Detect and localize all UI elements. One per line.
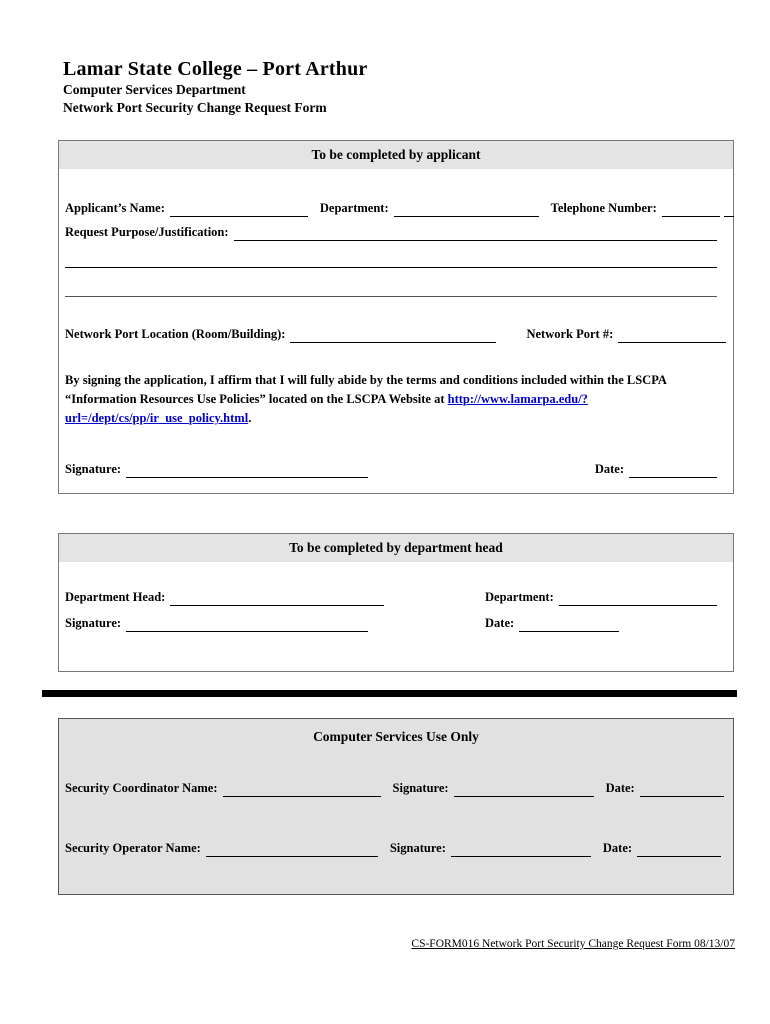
operator-signature-field[interactable] xyxy=(451,841,591,857)
port-number-field[interactable] xyxy=(618,327,726,343)
telephone-field-extra[interactable] xyxy=(724,201,734,217)
request-purpose-row xyxy=(59,225,733,241)
applicant-signature-field[interactable] xyxy=(126,462,368,478)
department-field[interactable] xyxy=(394,201,539,217)
signature-label: Signature: xyxy=(65,462,122,476)
applicant-signature-row xyxy=(59,462,733,478)
applicant-date-field[interactable] xyxy=(629,462,717,478)
dept-signature-label: Signature: xyxy=(65,616,122,630)
dept-head-section xyxy=(58,533,734,672)
policy-link[interactable]: http://www.lamarpa.edu/?url=/dept/cs/pp/ir_use_policy.html xyxy=(65,392,588,425)
request-purpose-field[interactable] xyxy=(234,225,717,241)
operator-signature-label: Signature: xyxy=(389,841,446,855)
department-head-label: Department Head: xyxy=(65,590,166,604)
cs-use-section-header: Computer Services Use Only xyxy=(313,729,479,744)
port-location-row xyxy=(59,327,733,343)
port-location-label: Network Port Location (Room/Building): xyxy=(65,327,286,341)
operator-name-field[interactable] xyxy=(206,841,378,857)
coordinator-date-label: Date: xyxy=(605,781,635,795)
affirmation-text: By signing the application, I affirm that I will fully abide by the terms and conditions included within the LSCPA “Information Resources Use Policies” located on the LSCPA Website at xyxy=(65,373,667,406)
applicant-name-label: Applicant’s Name: xyxy=(65,201,165,215)
department-label: Department: xyxy=(319,201,389,215)
dept-signature-row xyxy=(59,616,733,632)
operator-date-field[interactable] xyxy=(637,841,721,857)
applicant-section-header: To be completed by applicant xyxy=(59,141,733,169)
affirmation-period: . xyxy=(248,411,252,425)
applicant-name-field[interactable] xyxy=(170,201,308,217)
operator-row xyxy=(59,841,733,857)
dept-department-label: Department: xyxy=(485,590,554,604)
applicant-info-row xyxy=(59,201,733,217)
coordinator-signature-field[interactable] xyxy=(454,781,594,797)
port-number-label: Network Port #: xyxy=(526,327,614,341)
document-header xyxy=(63,58,735,117)
dept-signature-field[interactable] xyxy=(126,616,368,632)
port-location-field[interactable] xyxy=(290,327,496,343)
department-head-field[interactable] xyxy=(170,590,384,606)
coordinator-date-field[interactable] xyxy=(640,781,724,797)
request-purpose-label: Request Purpose/Justification: xyxy=(65,225,229,239)
affirmation-paragraph xyxy=(65,371,717,428)
dept-signature-left-col xyxy=(65,616,485,632)
dept-head-row xyxy=(59,590,733,606)
section-divider xyxy=(42,690,737,697)
applicant-section xyxy=(58,140,734,494)
dept-head-section-header: To be completed by department head xyxy=(59,534,733,562)
dept-department-field[interactable] xyxy=(559,590,717,606)
dept-date-field[interactable] xyxy=(519,616,619,632)
dept-head-left-col xyxy=(65,590,485,606)
telephone-field[interactable] xyxy=(662,201,720,217)
page-title: Lamar State College – Port Arthur xyxy=(63,58,368,80)
cs-use-section xyxy=(58,718,734,895)
dept-date-col xyxy=(485,616,717,632)
operator-date-label: Date: xyxy=(602,841,633,855)
operator-name-label: Security Operator Name: xyxy=(65,841,201,855)
coordinator-name-field[interactable] xyxy=(223,781,381,797)
request-purpose-continuation-line-2[interactable] xyxy=(65,295,717,297)
request-purpose-continuation-line-1[interactable] xyxy=(65,266,717,268)
dept-head-right-col xyxy=(485,590,717,606)
coordinator-row xyxy=(59,781,733,797)
form-name-subtitle: Network Port Security Change Request Form xyxy=(63,100,327,115)
department-subtitle: Computer Services Department xyxy=(63,82,246,97)
date-label: Date: xyxy=(594,462,624,476)
coordinator-signature-label: Signature: xyxy=(392,781,449,795)
coordinator-name-label: Security Coordinator Name: xyxy=(65,781,218,795)
dept-date-label: Date: xyxy=(485,616,515,630)
form-footer: CS-FORM016 Network Port Security Change Request Form 08/13/07 xyxy=(411,938,735,950)
telephone-label: Telephone Number: xyxy=(550,201,657,215)
